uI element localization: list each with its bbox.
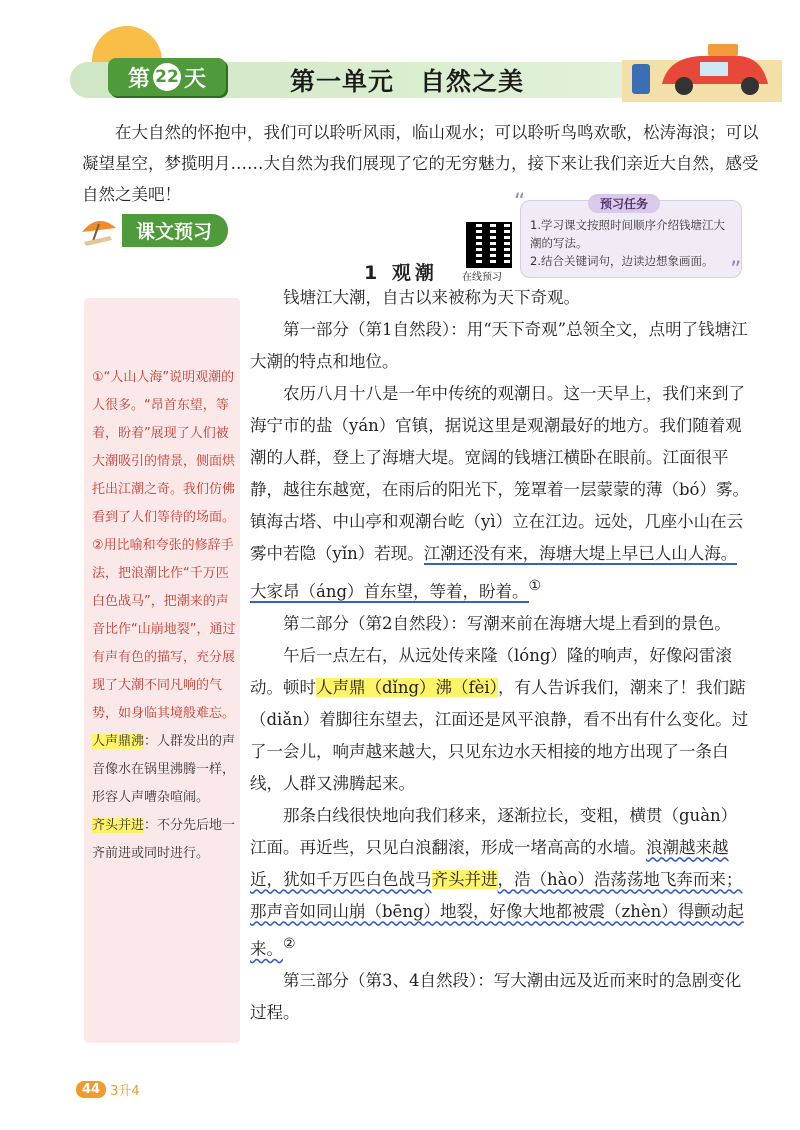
highlighted-term: 人声鼎（dǐng）沸（fèi）: [316, 677, 498, 697]
day-suffix: 天: [184, 66, 207, 92]
paragraph: [250, 800, 750, 966]
paragraph-text: 农历八月十八是一年中传统的观潮日。这一天早上，我们来到了海宁市的盐（yán）官镇，据说这里是观潮最好的地方。我们随着观潮的人群，登上了海塘大堤。宽阔的钱塘江横卧在眼前。江面很平静，越往东越宽，在雨后的阳光下，笼罩着一层蒙蒙的薄（bó）雾。镇海古塔、中山亭和观潮台屹（yì）立在江边。远处，几座小山在云雾中若隐（yǐn）若现。: [250, 384, 749, 563]
term-word: 人声鼎沸: [92, 734, 145, 749]
lesson-title: [364, 258, 438, 285]
part-summary: 第三部分（第3、4自然段）：写大潮由远及近而来时的急剧变化过程。: [250, 971, 742, 1022]
paragraph: [250, 640, 750, 800]
lesson-number: 1: [364, 262, 382, 284]
quote-close-icon: ”: [730, 258, 742, 283]
side-note-2: ②用比喻和夸张的修辞手法，把浪潮比作“千万匹白色战马”，把潮来的声音比作“山崩地裂”，通过有声有色的描写，充分展现了大潮不同凡响的气势，如身临其境般难忘。: [92, 538, 236, 721]
side-notes: [92, 364, 240, 868]
paragraph-text: ，有人告诉我们，潮来了！我们踮（diǎn）着脚往东望去，江面还是风平浪静，看不出有什么变化。过了一会儿，响声越来越大，只见东边水天相接的地方出现了一条白线，人群又沸腾起来。: [250, 677, 749, 793]
grade-label: 3升4: [110, 1084, 140, 1099]
paragraph: 钱塘江大潮，自古以来被称为天下奇观。: [283, 288, 580, 307]
task-title: 预习任务: [588, 194, 660, 213]
paragraph: [250, 378, 750, 608]
part-summary: 第二部分（第2自然段）：写潮来前在海塘大堤上看到的景色。: [283, 613, 731, 633]
term-word: 齐头并进: [92, 818, 145, 833]
day-prefix: 第: [127, 66, 150, 92]
day-number: 22: [153, 63, 181, 91]
task-item: 1.学习课文按照时间顺序介绍钱塘江大潮的写法。: [530, 218, 725, 250]
preview-tag: [80, 214, 228, 246]
page-number: 44: [76, 1081, 106, 1098]
preview-label: 课文预习: [122, 214, 228, 247]
part-summary: 第一部分（第1自然段）：用“天下奇观”总领全文，点明了钱塘江大潮的特点和地位。: [250, 320, 748, 371]
lesson-body: [250, 282, 750, 1029]
page-footer: [76, 1080, 140, 1099]
wavy-underlined-sentence: ，浩（hào）浩荡荡地飞奔而来；那声音如同山崩（bēng）地裂，好像大地都被震（zhèn）得颤动起来。: [250, 869, 744, 958]
paragraph-text: 午后一点左右，从远处传来隆（lóng）隆的响声，好像闷雷滚动。顿时: [250, 645, 732, 697]
unit-title: 第一单元 自然之美: [290, 67, 525, 96]
side-note-1: ①“人山人海”说明观潮的人很多。“昂首东望，等着，盼着”展现了人们被大潮吸引的情景，侧面烘托出江潮之奇。我们仿佛看到了人们等待的场面。: [92, 370, 236, 525]
term-text: ：不分先后地一齐前进或同时进行。: [92, 818, 236, 861]
footnote-marker: ①: [528, 578, 541, 594]
term-definition: [92, 812, 240, 868]
task-list: [530, 216, 736, 270]
footnote-marker: ②: [283, 935, 296, 952]
intro-paragraph: 在大自然的怀抱中，我们可以聆听风雨，临山观水；可以聆听鸟鸣欢歌，松涛海浪；可以凝望星空，梦揽明月……大自然为我们展现了它的无穷魅力，接下来让我们亲近大自然，感受自然之美吧！: [82, 123, 759, 204]
wavy-underlined-sentence: 浪潮越来越近，犹如千万匹白色战马: [250, 837, 729, 889]
highlighted-term: 齐头并进: [431, 869, 498, 889]
qr-code-icon[interactable]: [466, 222, 512, 268]
umbrella-icon: [80, 214, 120, 246]
day-badge: [108, 58, 226, 96]
paragraph-text: 那条白线很快地向我们移来，逐渐拉长，变粗，横贯（guàn）江面。再近些，只见白浪翻滚，形成一堵高高的水墙。: [250, 805, 738, 857]
term-definition: [92, 728, 240, 812]
lesson-name: 观潮: [391, 262, 438, 284]
term-text: ：人群发出的声音像水在锅里沸腾一样，形容人声嘈杂喧闹。: [92, 734, 236, 805]
task-item: 2.结合关键词句，边读边想象画面。: [530, 254, 714, 268]
quote-open-icon: “: [514, 190, 526, 215]
underlined-sentence: 江潮还没有来，海塘大堤上早已人山人海。大家昂（áng）首东望，等着，盼着。: [250, 544, 738, 601]
qr-label: 在线预习: [462, 272, 502, 283]
car-illustration-icon: [622, 22, 782, 102]
